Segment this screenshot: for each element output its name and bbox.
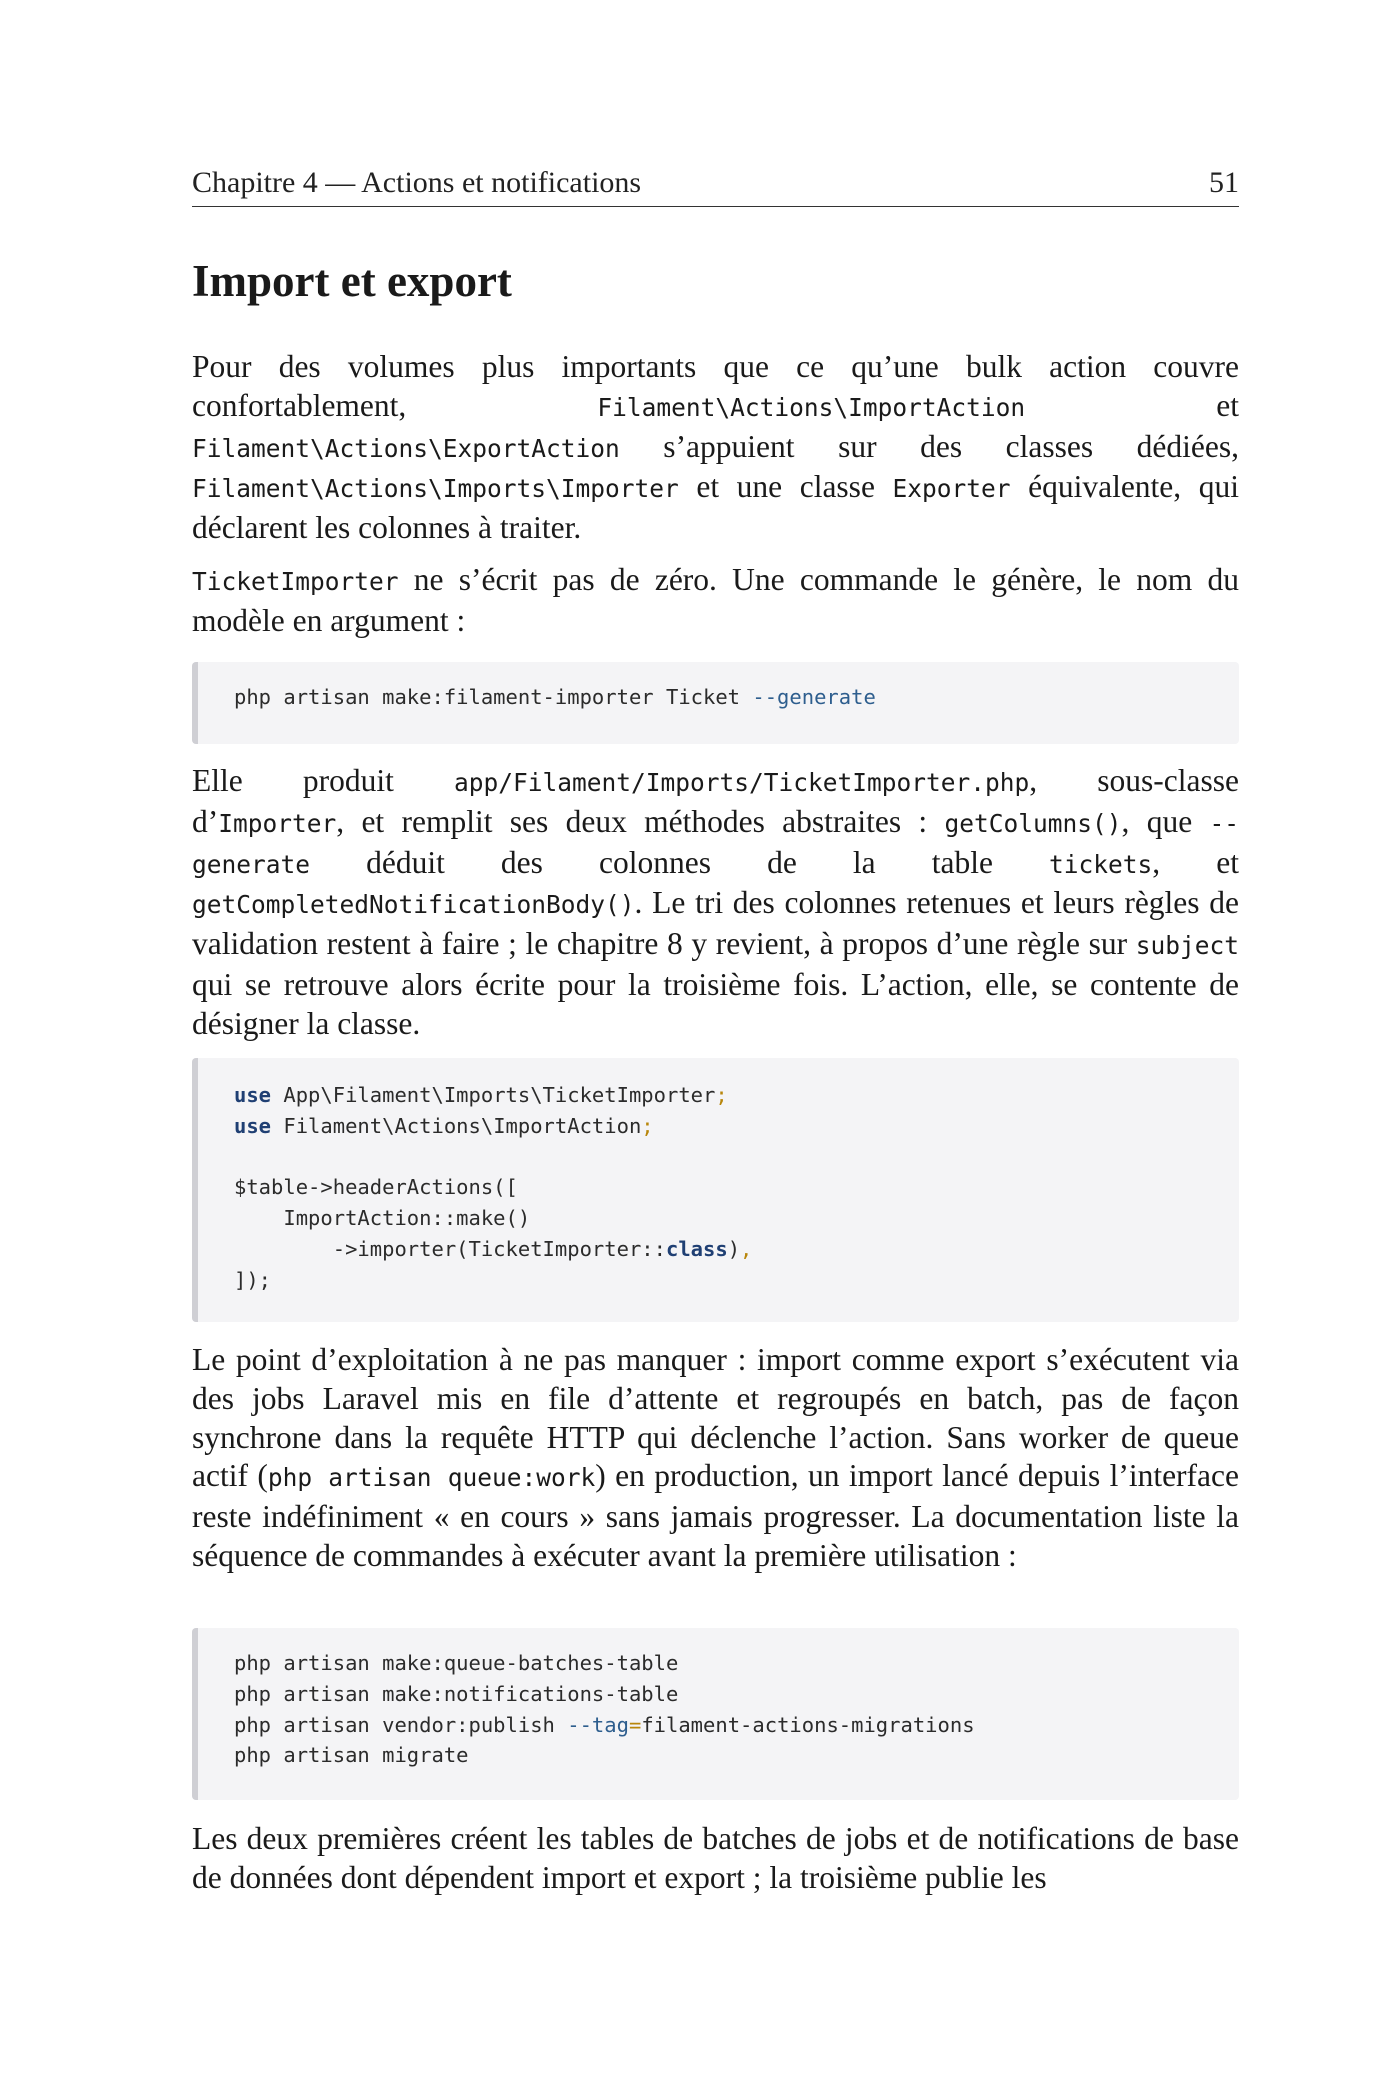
- paragraph-tables-explanation: Les deux premières créent les tables de batches de jobs et de notifications de base de données dont dépendent import et export ; la troisième publie les: [192, 1821, 1239, 1895]
- paragraph-queue-warning: Le point d’exploitation à ne pas manquer : import comme export s’exécutent via des jobs Laravel mis en file d’attente et regroupés en batch, pas de façon synchrone dans la requête HTTP qui déclenche l’action. Sans worker de queue actif (php artisan queue:work) en production, un import lancé depuis l’interface reste indéfiniment « en cours » sans jamais progresser. La documentation liste la séquence de commandes à exécuter avant la première utilisation :: [192, 1342, 1239, 1573]
- running-header: [192, 166, 1239, 207]
- paragraph-intro: Pour des volumes plus importants que ce qu’une bulk action couvre confortablement, Filament\Actions\ImportAction et Filament\Actions\ExportAction s’appuient sur des classes dédiées, Filament\Actions\Imports\Importer et une classe Exporter équivalente, qui déclarent les colonnes à traiter.: [192, 349, 1239, 546]
- page-number: 51: [1209, 166, 1239, 199]
- code-block-import-action: use App\Filament\Imports\TicketImporter; use Filament\Actions\ImportAction; $table->headerActions([ ImportAction::make() ->importer(TicketImporter::class), ]);: [192, 1058, 1239, 1322]
- code-block-make-importer: php artisan make:filament-importer Ticket --generate: [192, 662, 1239, 744]
- chapter-title: Chapitre 4 — Actions et notifications: [192, 166, 642, 199]
- section-title: Import et export: [192, 256, 512, 306]
- paragraph-generated-class: Elle produit app/Filament/Imports/TicketImporter.php, sous-classe d’Importer, et remplit ses deux méthodes abstraites : getColumns(), que --generate déduit des colonnes de la table tickets, et getCompletedNotificationBody(). Le tri des colonnes retenues et leurs règles de validation restent à faire ; le chapitre 8 y revient, à propos d’une règle sur subject qui se retrouve alors écrite pour la troisième fois. L’action, elle, se contente de désigner la classe.: [192, 763, 1240, 1041]
- code-block-migrations: php artisan make:queue-batches-table php artisan make:notifications-table php artisan vendor:publish --tag=filament-actions-migrations php artisan migrate: [192, 1628, 1239, 1800]
- paragraph-generator: TicketImporter ne s’écrit pas de zéro. Une commande le génère, le nom du modèle en argument :: [192, 562, 1239, 638]
